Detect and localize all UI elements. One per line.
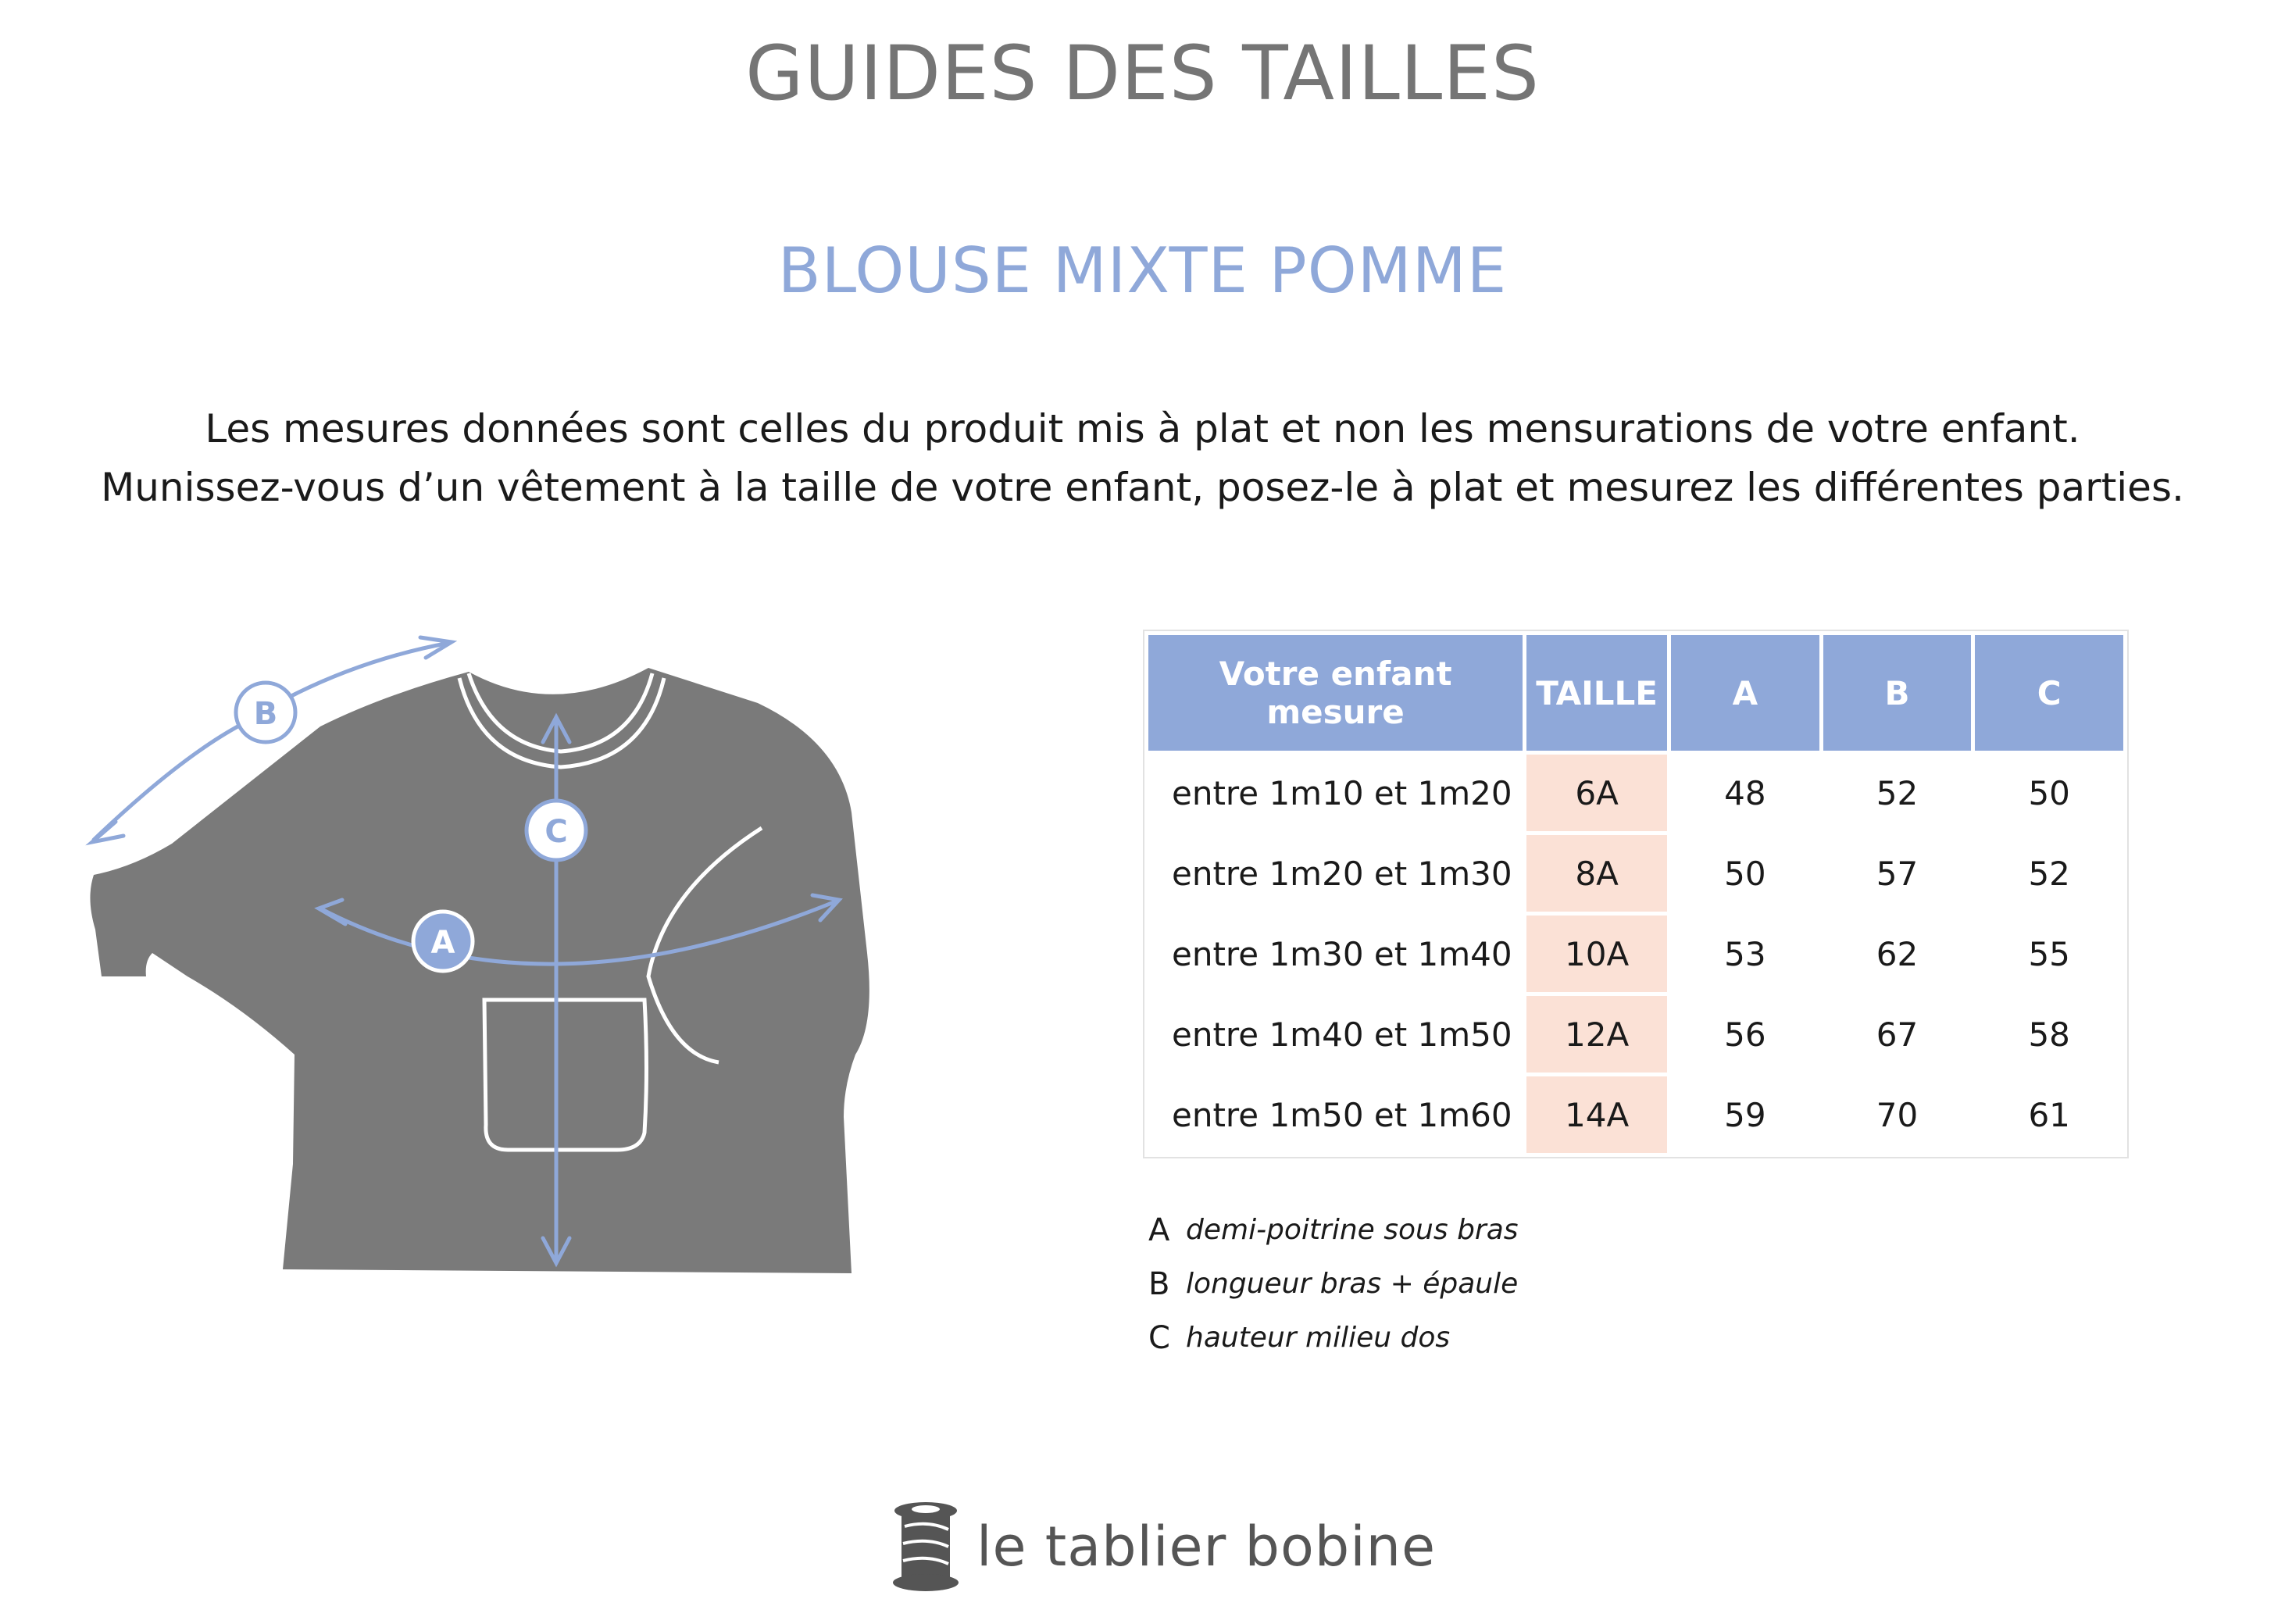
legend-letter: A xyxy=(1148,1212,1170,1248)
header-a: A xyxy=(1671,635,1819,751)
cell-c: 61 xyxy=(1975,1076,2123,1153)
legend-text: longueur bras + épaule xyxy=(1186,1268,1519,1300)
cell-taille: 6A xyxy=(1526,755,1667,831)
cell-taille: 12A xyxy=(1526,996,1667,1073)
table-row xyxy=(1148,916,2123,992)
table-header-row xyxy=(1148,635,2123,751)
legend-item xyxy=(1148,1311,1519,1365)
cell-enfant: entre 1m10 et 1m20 xyxy=(1148,755,1523,831)
cell-enfant: entre 1m40 et 1m50 xyxy=(1148,996,1523,1073)
svg-text:B: B xyxy=(253,696,278,732)
garment-illustration xyxy=(70,617,914,1305)
cell-enfant: entre 1m30 et 1m40 xyxy=(1148,916,1523,992)
legend-letter: C xyxy=(1148,1319,1170,1356)
svg-text:A: A xyxy=(430,925,455,961)
cell-taille: 14A xyxy=(1526,1076,1667,1153)
table-row xyxy=(1148,1076,2123,1153)
cell-a: 53 xyxy=(1671,916,1819,992)
cell-enfant: entre 1m20 et 1m30 xyxy=(1148,835,1523,912)
header-taille: TAILLE xyxy=(1526,635,1667,751)
cell-b: 57 xyxy=(1823,835,1972,912)
size-table xyxy=(1144,631,2127,1157)
header-votre-enfant: Votre enfant mesure xyxy=(1148,635,1523,751)
legend-text: demi-poitrine sous bras xyxy=(1186,1214,1519,1246)
cell-a: 59 xyxy=(1671,1076,1819,1153)
cell-a: 50 xyxy=(1671,835,1819,912)
cell-c: 58 xyxy=(1975,996,2123,1073)
legend-letter: B xyxy=(1148,1265,1170,1302)
cell-b: 70 xyxy=(1823,1076,1972,1153)
page-title: GUIDES DES TAILLES xyxy=(745,30,1540,117)
cell-a: 56 xyxy=(1671,996,1819,1073)
cell-taille: 10A xyxy=(1526,916,1667,992)
legend-item xyxy=(1148,1257,1519,1311)
brand-logo xyxy=(891,1496,1436,1597)
garment-shape xyxy=(90,668,869,1273)
intro-line-2: Munissez-vous d’un vêtement à la taille de votre enfant, posez-le à plat et mesurez les différentes parties. xyxy=(101,465,2184,510)
cell-c: 55 xyxy=(1975,916,2123,992)
cell-b: 62 xyxy=(1823,916,1972,992)
marker-a xyxy=(413,912,473,971)
cell-enfant: entre 1m50 et 1m60 xyxy=(1148,1076,1523,1153)
cell-b: 67 xyxy=(1823,996,1972,1073)
cell-taille: 8A xyxy=(1526,835,1667,912)
cell-a: 48 xyxy=(1671,755,1819,831)
table-row xyxy=(1148,755,2123,831)
table-row xyxy=(1148,996,2123,1073)
marker-b xyxy=(236,683,295,742)
spool-icon xyxy=(891,1500,961,1594)
measurement-legend xyxy=(1148,1203,1519,1365)
legend-text: hauteur milieu dos xyxy=(1186,1322,1451,1354)
brand-name: le tablier bobine xyxy=(976,1515,1437,1579)
marker-c xyxy=(527,801,586,860)
legend-item xyxy=(1148,1203,1519,1257)
cell-c: 52 xyxy=(1975,835,2123,912)
intro-line-1: Les mesures données sont celles du produit mis à plat et non les mensurations de votre enfant. xyxy=(205,406,2080,452)
svg-text:C: C xyxy=(544,814,568,850)
header-b: B xyxy=(1823,635,1972,751)
cell-b: 52 xyxy=(1823,755,1972,831)
table-row xyxy=(1148,835,2123,912)
header-c: C xyxy=(1975,635,2123,751)
product-title: BLOUSE MIXTE POMME xyxy=(777,234,1508,307)
cell-c: 50 xyxy=(1975,755,2123,831)
